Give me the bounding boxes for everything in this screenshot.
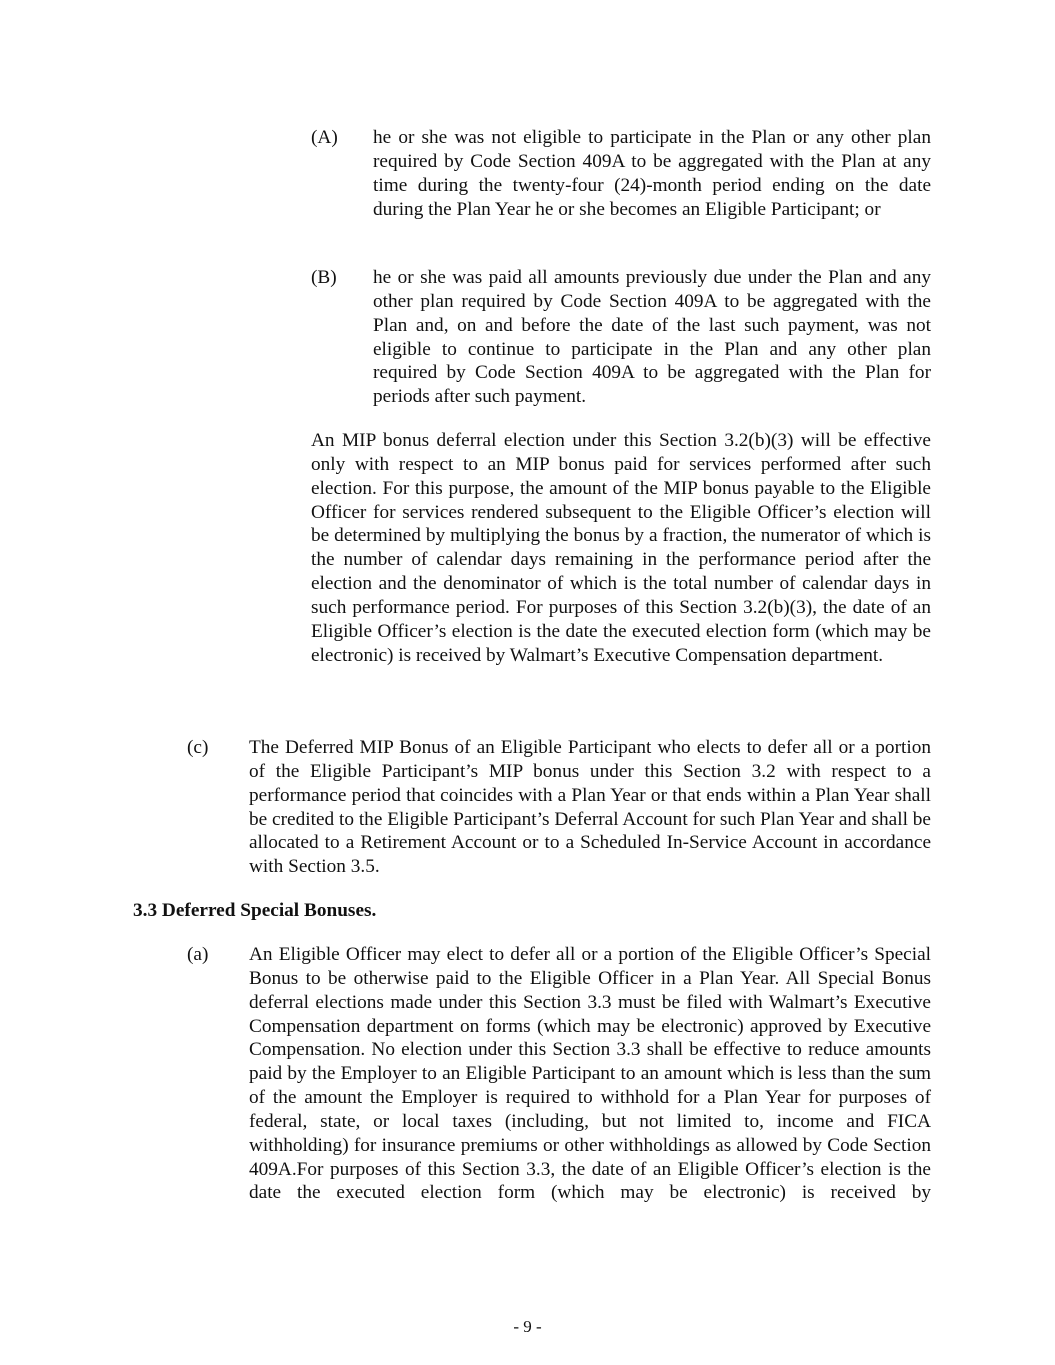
section-c-text: The Deferred MIP Bonus of an Eligible Participant who elects to defer all or a portion of the Eligible Participant’s MIP bonus under this Section 3.2 with respect to a performance period that coincides with a Plan Year or that ends within a Plan Year shall be credited to the Eligible Participant’s Deferral Account for such Plan Year and shall be allocated to a Retirement Account or to a Scheduled In-Service Account in accordance with Section 3.5. [249, 737, 931, 878]
item-b-text: he or she was paid all amounts previously due under the Plan and any other plan required by Code Section 409A to be aggregated with the Plan and, on and before the date of the last such payment, was not eligible to continue to participate in the Plan and any other plan required by Code Section 409A to be aggregated with the Plan for periods after such payment. [373, 267, 931, 408]
item-a-text: he or she was not eligible to participate in the Plan or any other plan required by Code Section 409A to be aggregated with the Plan at any time during the twenty-four (24)-month period ending on the date during the Plan Year he or she becomes an Eligible Participant; or [373, 127, 931, 220]
section-3-3-heading: 3.3 Deferred Special Bonuses. [133, 900, 377, 921]
section-3-3-a-label: (a) [187, 944, 209, 965]
section-c-label: (c) [187, 737, 209, 758]
page-number: - 9 - [513, 1317, 542, 1336]
item-a-label: (A) [311, 127, 338, 148]
section-3-3-a-text: An Eligible Officer may elect to defer all or a portion of the Eligible Officer’s Special Bonus to be otherwise paid to the Eligible Officer in a Plan Year. All Special Bonus deferral elections made under this Section 3.3 must be filed with Walmart’s Executive Compensation department on forms (which may be electronic) approved by Executive Compensation. No election under this Section 3.3 shall be effective to reduce amounts paid by the Employer to an Eligible Participant to an amount which is less than the sum of the amount the Employer is required to withhold for a Plan Year for purposes of federal, state, or local taxes (including, but not limited to, income and FICA withholding) for insurance premiums or other withholdings as allowed by Code Section 409A.For purposes of this Section 3.3, the date of an Eligible Officer’s election is the date the executed election form (which may be electronic) is received by [249, 944, 931, 1204]
mip-deferral-paragraph: An MIP bonus deferral election under this Section 3.2(b)(3) will be effective only with respect to an MIP bonus paid for services performed after such election. For this purpose, the amount of the MIP bonus payable to the Eligible Officer for services rendered subsequent to the Eligible Officer’s election will be determined by multiplying the bonus by a fraction, the numerator of which is the number of calendar days remaining in the performance period after the election and the denominator of which is the total number of calendar days in such performance period. For purposes of this Section 3.2(b)(3), the date of an Eligible Officer’s election is the date the executed election form (which may be electronic) is received by Walmart’s Executive Compensation department. [311, 430, 931, 666]
item-b-label: (B) [311, 267, 337, 288]
